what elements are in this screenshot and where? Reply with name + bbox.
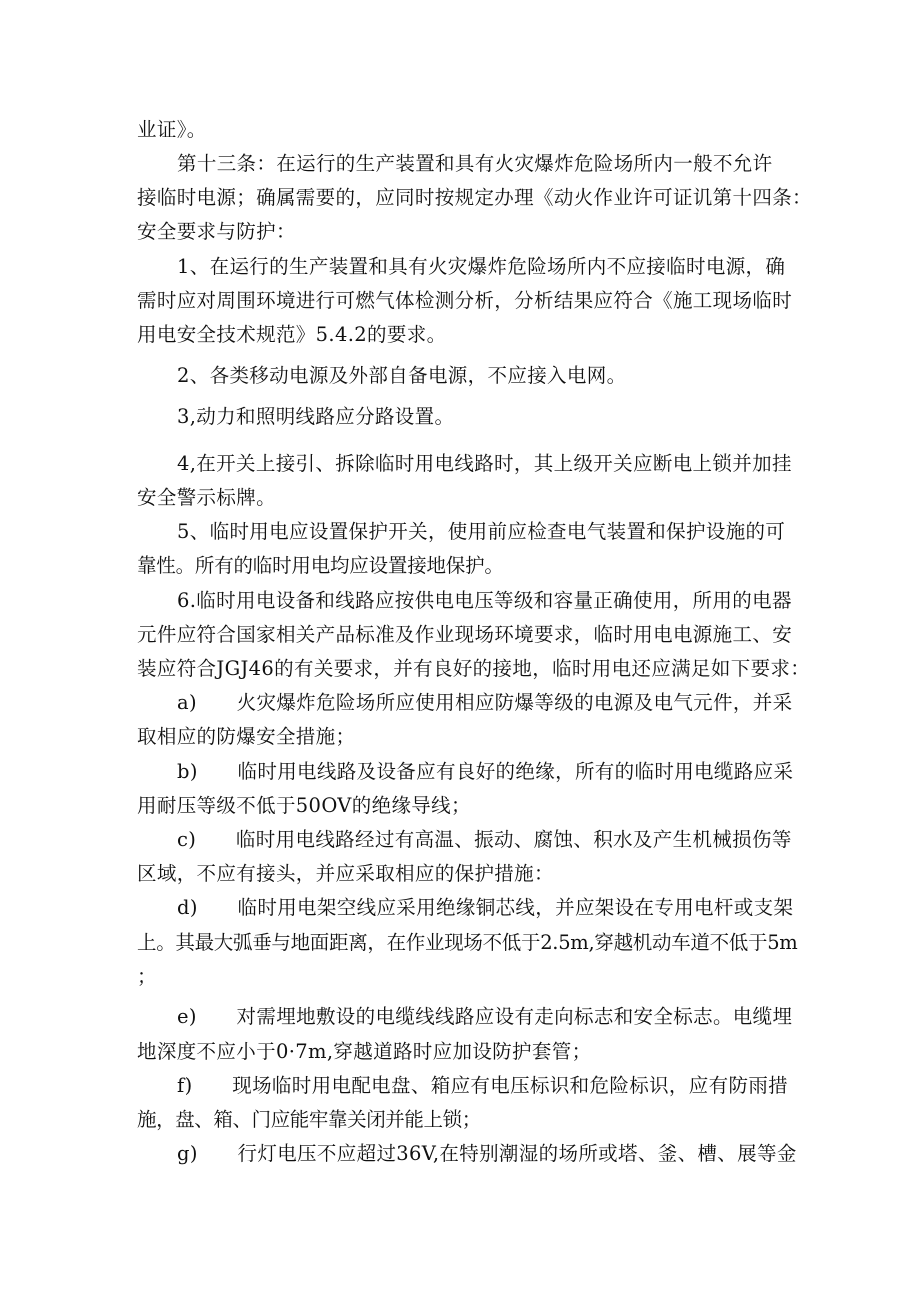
line-10: 4,在开关上接引、拆除临时用电线路时，其上级开关应断电上锁并加挂 <box>177 452 792 475</box>
line-7: 用电安全技术规范》5.4.2的要求。 <box>137 323 447 346</box>
line-29: 施，盘、箱、门应能牢靠关闭并能上锁； <box>137 1108 481 1131</box>
line-18: 取相应的防爆安全措施； <box>137 725 356 748</box>
line-21: c) 临时用电线路经过有高温、振动、腐蚀、积水及产生机械损伤等 <box>177 828 792 851</box>
line-26: e) 对需埋地敷设的电缆线线路应设有走向标志和安全标志。电缆埋 <box>177 1005 793 1028</box>
line-28: f) 现场临时用电配电盘、箱应有电压标识和危险标识，应有防雨措 <box>177 1074 789 1097</box>
line-11: 安全警示标牌。 <box>137 486 276 509</box>
line-3: 接临时电源；确属需要的，应同时按规定办理《动火作业许可证讥第十四条： <box>137 186 812 209</box>
line-25: ； <box>137 965 157 988</box>
line-17: a) 火灾爆炸危险场所应使用相应防爆等级的电源及电气元件，并采 <box>177 691 793 714</box>
line-20: 用耐压等级不低于50OV的绝缘导线； <box>137 794 471 817</box>
line-2: 第十三条：在运行的生产装置和具有火灾爆炸危险场所内一般不允许 <box>177 152 773 175</box>
line-19: b) 临时用电线路及设备应有良好的绝缘，所有的临时用电缆路应采 <box>177 760 794 783</box>
line-12: 5、临时用电应设置保护开关，使用前应检查电气装置和保护设施的可 <box>177 520 786 543</box>
line-27: 地深度不应小于0·7m,穿越道路时应加设防护套管； <box>137 1040 592 1063</box>
line-4: 安全要求与防护： <box>137 220 296 243</box>
line-16: 装应符合JGJ46的有关要求，并有良好的接地，临时用电还应满足如下要求： <box>137 657 811 680</box>
line-22: 区域，不应有接头，并应采取相应的保护措施： <box>137 862 554 885</box>
line-8: 2、各类移动电源及外部自备电源，不应接入电网。 <box>177 364 627 387</box>
line-13: 靠性。所有的临时用电均应设置接地保护。 <box>137 554 504 577</box>
line-6: 需时应对周围环境进行可燃气体检测分析，分析结果应符合《施工现场临时 <box>137 289 793 312</box>
line-24: 上。其最大弧垂与地面距离，在作业现场不低于2.5m,穿越机动车道不低于5m <box>137 931 798 954</box>
line-30: g) 行灯电压不应超过36V,在特别潮湿的场所或塔、釜、槽、展等金 <box>177 1142 797 1165</box>
line-14: 6.临时用电设备和线路应按供电电压等级和容量正确使用，所用的电器 <box>177 589 792 612</box>
line-1: 业证》。 <box>137 118 207 141</box>
line-5: 1、在运行的生产装置和具有火灾爆炸危险场所内不应接临时电源，确 <box>177 255 786 278</box>
line-9: 3,动力和照明线路应分路设置。 <box>177 405 455 428</box>
line-23: d) 临时用电架空线应采用绝缘铜芯线，并应架设在专用电杆或支架 <box>177 896 794 919</box>
line-15: 元件应符合国家相关产品标准及作业现场环境要求，临时用电电源施工、安 <box>137 623 793 646</box>
